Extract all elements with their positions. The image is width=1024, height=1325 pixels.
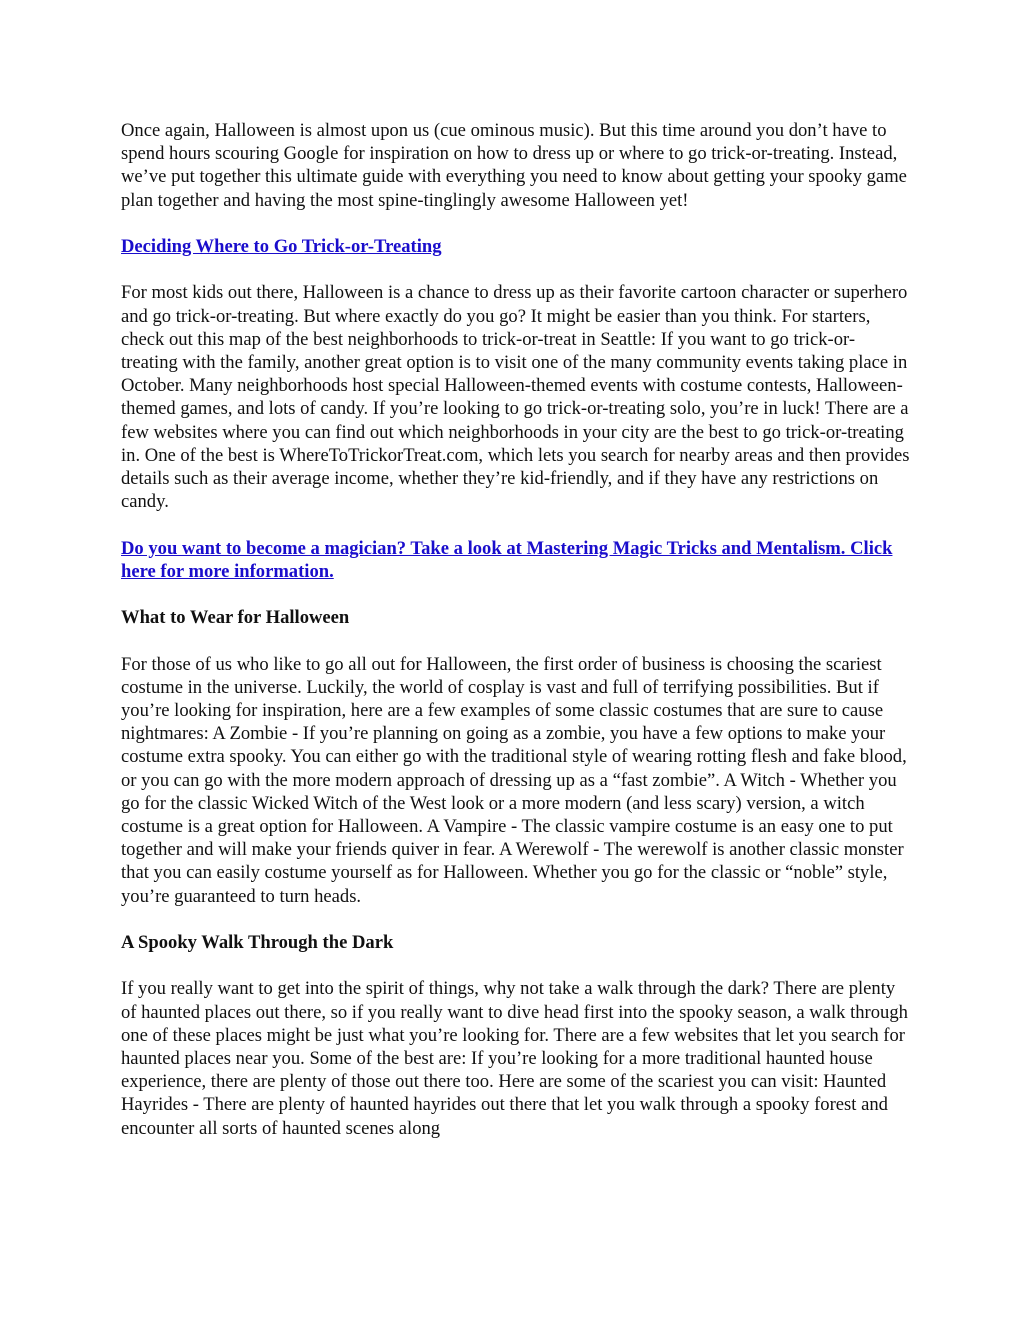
- walk-heading: A Spooky Walk Through the Dark: [121, 932, 394, 954]
- document-page: [121, 119, 911, 1163]
- walk-paragraph: If you really want to get into the spirit of things, why not take a walk through the dark? There are plenty of haunted places out there, so if you really want to dive head first into the spooky season, a walk through one of these places might be just what you’re looking for. There are a few websites that let you search for haunted places near you. Some of the best are: If you’re looking for a more traditional haunted house experience, there are plenty of those out there too. Here are some of the scariest you can visit: Haunted Hayrides - There are plenty of haunted hayrides out there that let you walk through a spooky forest and encounter all sorts of haunted scenes along: [121, 978, 908, 1139]
- trick-or-treating-link[interactable]: Deciding Where to Go Trick-or-Treating: [121, 236, 442, 257]
- wear-paragraph: For those of us who like to go all out for Halloween, the first order of business is choosing the scariest costume in the universe. Luckily, the world of cosplay is vast and full of terrifying possibilities. But if you’re looking for inspiration, here are a few examples of some classic costumes that are sure to cause nightmares: A Zombie - If you’re planning on going as a zombie, you have a few options to make your costume extra spooky. You can either go with the traditional style of wearing rotting flesh and fake blood, or you can go with the more modern approach of dressing up as a “fast zombie”. A Witch - Whether you go for the classic Wicked Witch of the West look or a more modern (and less scary) version, a witch costume is a great option for Halloween. A Vampire - The classic vampire costume is an easy one to put together and will make your friends quiver in fear. A Werewolf - The werewolf is another classic monster that you can easily costume yourself as for Halloween. Whether you go for the classic or “noble” style, you’re guaranteed to turn heads.: [121, 653, 907, 907]
- wear-heading: What to Wear for Halloween: [121, 607, 350, 629]
- intro-paragraph: Once again, Halloween is almost upon us (cue ominous music). But this time around you don’t have to spend hours scouring Google for inspiration on how to dress up or where to go trick-or-treating. Instead, we’ve put together this ultimate guide with everything you need to know about getting your spooky game plan together and having the most spine-tinglingly awesome Halloween yet!: [121, 120, 907, 211]
- trick-or-treating-heading: [121, 235, 911, 258]
- magician-link[interactable]: Do you want to become a magician? Take a look at Mastering Magic Tricks and Mentalism. Click here for more information.: [121, 537, 893, 582]
- magician-promo: [121, 537, 911, 583]
- trick-or-treating-paragraph: For most kids out there, Halloween is a chance to dress up as their favorite cartoon character or superhero and go trick-or-treating. But where exactly do you go? It might be easier than you think. For starters, check out this map of the best neighborhoods to trick-or-treat in Seattle: If you want to go trick-or-treating with the family, another great option is to visit one of the many community events taking place in October. Many neighborhoods host special Halloween-themed events with costume contests, Halloween-themed games, and lots of candy. If you’re looking to go trick-or-treating solo, you’re in luck! There are a few websites where you can find out which neighborhoods in your city are the best to go trick-or-treating in. One of the best is WhereToTrickorTreat.com, which lets you search for nearby areas and then provides details such as their average income, whether they’re kid-friendly, and if they have any restrictions on candy.: [121, 282, 910, 513]
